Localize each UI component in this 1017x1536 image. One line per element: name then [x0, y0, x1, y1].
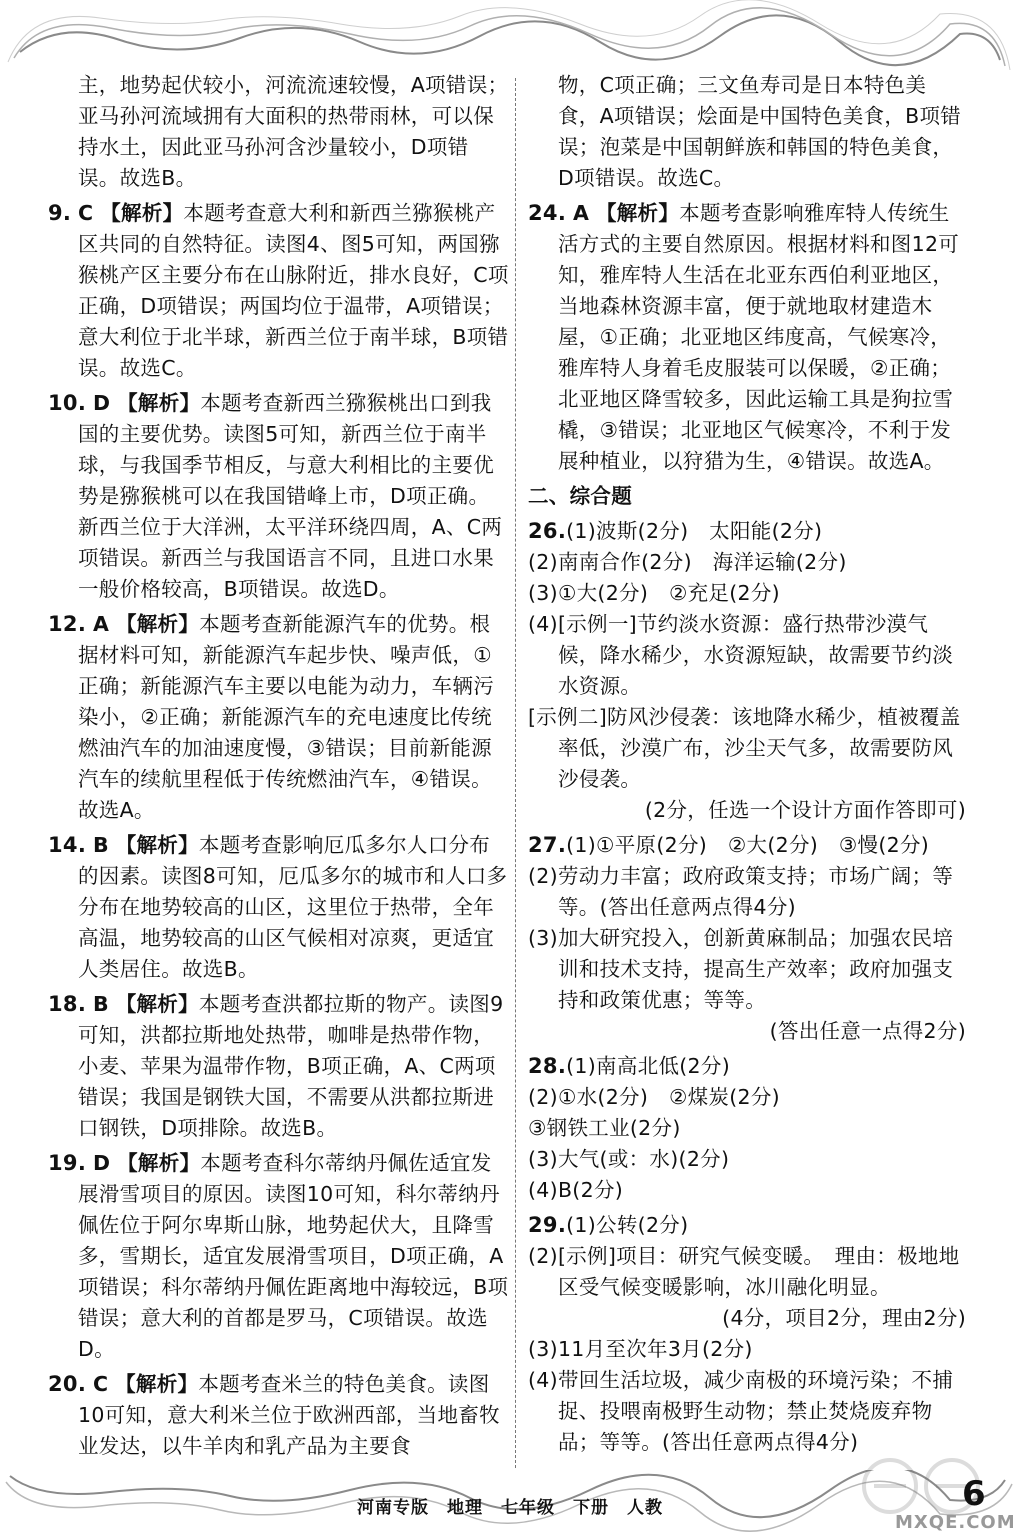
question-number: 10. [48, 391, 87, 415]
question-number: 19. [48, 1151, 87, 1175]
question-number: 14. [48, 833, 87, 857]
analysis-tag: 【解析】 [595, 201, 680, 225]
page-number: 6 [962, 1474, 986, 1514]
answer-9 [48, 198, 510, 384]
answer-choice: B [92, 992, 109, 1016]
scoring-note: (2分，任选一个设计方面作答即可) [644, 798, 966, 822]
question-number: 9. [48, 201, 72, 225]
sub-answer: ③钢铁工业(2分) [528, 1116, 681, 1140]
question-number: 26. [528, 519, 567, 543]
answer-choice: C [78, 201, 94, 225]
answer-8-continuation [48, 70, 510, 194]
answer-text: 本题考查影响厄瓜多尔人口分布的因素。读图8可知，厄瓜多尔的城市和人口多分布在地势较高的山区，这里位于热带，全年高温，地势较高的山区气候相对凉爽，更适宜人类居住。故选B。 [78, 833, 508, 981]
answer-text: 本题考查影响雅库特人传统生活方式的主要自然原因。根据材料和图12可知，雅库特人生活在北亚东西伯利亚地区，当地森林资源丰富，便于就地取材建造木屋，①正确；北亚地区纬度高，气候寒冷，雅库特人身着毛皮服装可以保暖，②正确；北亚地区降雪较多，因此运输工具是狗拉雪橇，③错误；北亚地区气候寒冷，不利于发展种植业，以狩猎为生，④错误。故选A。 [558, 201, 960, 473]
answer-18 [48, 989, 510, 1144]
answer-text: 本题考查米兰的特色美食。读图10可知，意大利米兰位于欧洲西部，当地畜牧业发达，以牛羊肉和乳产品为主要食 [78, 1372, 500, 1458]
answer-text: 本题考查洪都拉斯的物产。读图9可知，洪都拉斯地处热带，咖啡是热带作物，小麦、苹果为温带作物，B项正确，A、C两项错误；我国是钢铁大国，不需要从洪都拉斯进口钢铁，D项排除。故选B。 [78, 992, 504, 1140]
analysis-tag: 【解析】 [115, 612, 200, 636]
answer-text: 本题考查新西兰猕猴桃出口到我国的主要优势。读图5可知，新西兰位于南半球，与我国季节相反，与意大利相比的主要优势是猕猴桃可以在我国错峰上市，D项正确。新西兰位于大洋洲，太平洋环绕四周，A、C两项错误。新西兰与我国语言不同，且进口水果一般价格较高，B项错误。故选D。 [78, 391, 503, 601]
top-wavy-border [0, 0, 1017, 70]
answer-text: 本题考查科尔蒂纳丹佩佐适宜发展滑雪项目的原因。读图10可知，科尔蒂纳丹佩佐位于阿尔卑斯山脉，地势起伏大，且降雪多，雪期长，适宜发展滑雪项目，D项正确，A项错误；科尔蒂纳丹佩佐距离地中海较远，B项错误；意大利的首都是罗马，C项错误。故选D。 [78, 1151, 509, 1361]
column-divider [515, 78, 516, 1468]
answer-text: 物，C项正确；三文鱼寿司是日本特色美食，A项错误；烩面是中国特色美食，B项错误；泡菜是中国朝鲜族和韩国的特色美食，D项错误。故选C。 [558, 73, 962, 190]
sub-answer: (3)大气(或：水)(2分) [528, 1147, 730, 1171]
answer-text: 本题考查意大利和新西兰猕猴桃产区共同的自然特征。读图4、图5可知，两国猕猴桃产区主要分布在山脉附近，排水良好，C项正确，D项错误；两国均位于温带，A项错误；意大利位于北半球，新西兰位于南半球，B项错误。故选C。 [78, 201, 509, 380]
analysis-tag: 【解析】 [117, 1151, 201, 1175]
sub-answer: (3)加大研究投入，创新黄麻制品；加强农民培训和技术支持，提高生产效率；政府加强支持和政策优惠；等等。 [528, 926, 954, 1012]
answer-19 [48, 1148, 510, 1365]
answer-10 [48, 388, 510, 605]
sub-answer: (3)①大(2分) ②充足(2分) [528, 581, 780, 605]
left-column [48, 70, 510, 1466]
question-number: 29. [528, 1213, 567, 1237]
question-number: 24. [528, 201, 567, 225]
sub-answer: (4)B(2分) [528, 1178, 624, 1202]
sub-answer: (4)带回生活垃圾，减少南极的环境污染；不捕捉、投喂南极野生动物；禁止焚烧废弃物品；等等。(答出任意两点得4分) [528, 1368, 954, 1454]
answer-27 [528, 830, 966, 1047]
analysis-tag: 【解析】 [115, 1372, 199, 1396]
scoring-note: (4分，项目2分，理由2分) [722, 1306, 966, 1330]
analysis-tag: 【解析】 [115, 992, 199, 1016]
sub-answer: (2)南南合作(2分) 海洋运输(2分) [528, 550, 847, 574]
analysis-tag: 【解析】 [117, 391, 201, 415]
sub-answer: (4)[示例一]节约淡水资源：盛行热带沙漠气候，降水稀少，水资源短缺，故需要节约淡水资源。 [528, 612, 954, 698]
answer-20-continuation [528, 70, 966, 194]
answer-choice: A [92, 612, 110, 636]
answer-text: 本题考查新能源汽车的优势。根据材料可知，新能源汽车起步快、噪声低，①正确；新能源汽车主要以电能为动力，车辆污染小，②正确；新能源汽车的充电速度比传统燃油汽车的加油速度慢，③错误；目前新能源汽车的续航里程低于传统燃油汽车，④错误。故选A。 [78, 612, 494, 822]
answer-choice: B [92, 833, 109, 857]
answer-28 [528, 1051, 966, 1206]
question-number: 20. [48, 1372, 87, 1396]
answer-choice: C [92, 1372, 109, 1396]
scoring-note: (答出任意一点得2分) [769, 1019, 966, 1043]
answer-choice: D [92, 391, 111, 415]
question-number: 27. [528, 833, 567, 857]
sub-answer: (2)劳动力丰富；政府政策支持；市场广阔；等等。(答出任意两点得4分) [528, 864, 954, 919]
footer-edition: 河南专版 地理 七年级 下册 人教 [357, 1498, 663, 1518]
answer-29 [528, 1210, 966, 1458]
question-number: 18. [48, 992, 87, 1016]
answer-20 [48, 1369, 510, 1462]
sub-answer: (1)波斯(2分) 太阳能(2分) [566, 519, 823, 543]
answer-14 [48, 830, 510, 985]
analysis-tag: 【解析】 [100, 201, 184, 225]
question-number: 28. [528, 1054, 567, 1078]
sub-answer: (1)公转(2分) [566, 1213, 689, 1237]
sub-answer: (3)11月至次年3月(2分) [528, 1337, 753, 1361]
sub-answer: [示例二]防风沙侵袭：该地降水稀少，植被覆盖率低，沙漠广布，沙尘天气多，故需要防风沙侵袭。 [528, 705, 961, 791]
answer-text: 主，地势起伏较小，河流流速较慢，A项错误；亚马孙河流域拥有大面积的热带雨林，可以保持水土，因此亚马孙河含沙量较小，D项错误。故选B。 [78, 73, 509, 190]
answer-24 [528, 198, 966, 477]
sub-answer: (2)[示例]项目：研究气候变暖。 理由：极地地区受气候变暖影响，冰川融化明显。 [528, 1244, 960, 1299]
analysis-tag: 【解析】 [115, 833, 199, 857]
watermark-text: MXQE.COM [895, 1512, 1016, 1533]
answer-26 [528, 516, 966, 826]
question-number: 12. [48, 612, 87, 636]
sub-answer: (1)①平原(2分) ②大(2分) ③慢(2分) [566, 833, 930, 857]
right-column [528, 70, 966, 1462]
answer-12 [48, 609, 510, 826]
answer-choice: D [92, 1151, 111, 1175]
answer-choice: A [572, 201, 590, 225]
section-title: 二、综合题 [528, 484, 632, 508]
sub-answer: (2)①水(2分) ②煤炭(2分) [528, 1085, 780, 1109]
sub-answer: (1)南高北低(2分) [566, 1054, 730, 1078]
